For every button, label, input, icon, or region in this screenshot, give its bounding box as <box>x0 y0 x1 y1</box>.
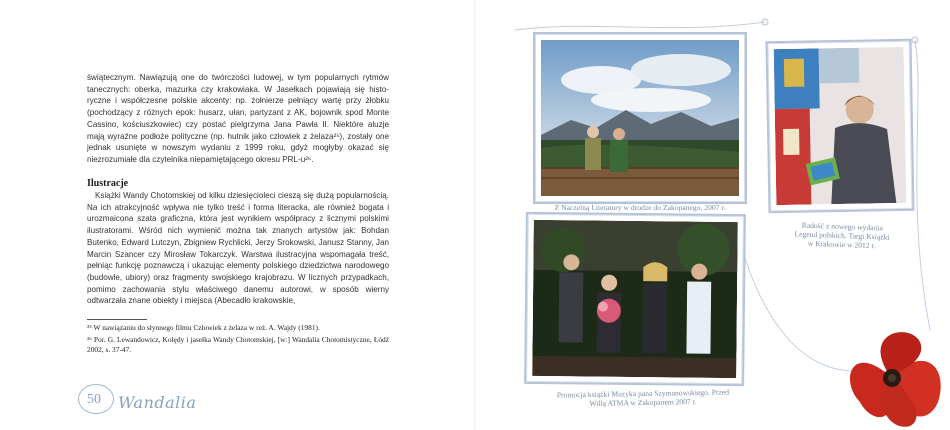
footnote-26: ²⁶ Por. G. Lewandowicz, Kolędy i jasełka Wandy Chotomskiej, [w:] Wandalia Chotomistyczne, Łódź 2002, s. 37-47. <box>87 335 389 354</box>
footnote-rule <box>87 319 147 320</box>
body-paragraph-1 <box>87 72 389 166</box>
photo-bookfair <box>774 47 907 205</box>
book-fair-image <box>774 47 907 205</box>
paragraph-2-text: Książki Wandy Chotomskiej od kilku dziesięcioleci cieszą się dużą popularnością. Na ich atrakcyjność wpływa nie tylko treść i forma literacka, ale również bogata i urozmaicona szata graficzna, która jest wynikiem współpracy z licznymi polskimi ilustratorami. Wśród nich wymienić można tak znanych artystów jak: Bohdan Butenko, Edward Lutczyn, Zbigniew Rychlicki, Jerzy Srokowski, Janusz Stanny, Jan Marcin Szancer czy Mirosław Tokarczyk. Warstwa ilustracyjna wspomagała treść, pełniąc funkcję poznawczą i ukazując elementy polskiego dziedzictwa narodowego (budowle, ubiory) oraz fragmenty swojskiego krajobrazu. W licznych przypadkach, pomimo zachowania stylu właściwego danemu autorowi, w sposób wierny odtwarzała znane obiekty i miejsca (Abecadło krakowskie, <box>87 191 389 306</box>
right-page <box>475 0 950 430</box>
person-left <box>585 126 601 170</box>
caption-group: Promocja książki Muzyka pana Szymanowskiego. Przed Willą ATMA w Zakopanem 2007 r. <box>556 387 730 408</box>
photo-frame-bookfair <box>766 39 915 214</box>
group-promotion-image <box>532 220 738 378</box>
page-number: 50 <box>87 392 101 407</box>
red-poppy-icon <box>830 322 950 430</box>
photo-frame-mountains <box>533 32 747 204</box>
footnote-25: ²⁵ W nawiązaniu do słynnego filmu Człowiek z żelaza w reż. A. Wajdy (1981). <box>87 323 320 332</box>
caption-mountains: Z Naczelną Literatury w drodze do Zakopanego, 2007 r. <box>554 203 726 212</box>
person-3 <box>642 262 667 353</box>
photo-frame-group <box>524 212 746 386</box>
caption-bookfair: Radość z nowego wydania Legend polskich. Targi Książki w Krakowie w 2012 r. <box>794 220 890 251</box>
footnotes <box>87 323 389 357</box>
paragraph-1-text: świątecznym. Nawiązują one do twórczości ludowej, w tym popularnych rytmów tanecznych: oberka, mazurka czy krakowiaka. W Jasełkach pojawiają się historyczne i współczesne polskie akcenty: np. żołnierze pełniący wartę przy żłobku (pochodzący z różnych epok: husarz, ułan, partyzant z AK, bojownik spod Monte Cassino, kościuszkowiec) czy postać pielgrzyma Jana Pawła II. Niektóre aluzje mają wyraźne podłoże polityczne (np. hutnik jako człowiek z żelaza²⁵), zostały one jednak usunięte w nowszym wydaniu z 1999 roku, gdyż mogłyby okazać się niezrozumiałe dla czytelnika niepamiętającego okresu PRL-u²⁶. <box>87 73 389 164</box>
photo-mountains <box>541 40 739 196</box>
body-paragraph-2 <box>87 190 389 307</box>
photo-group <box>532 220 738 378</box>
wandalia-signature: Wandalia <box>118 393 197 412</box>
mountain-landscape-image <box>541 40 739 196</box>
section-heading: Ilustracje <box>87 178 129 189</box>
